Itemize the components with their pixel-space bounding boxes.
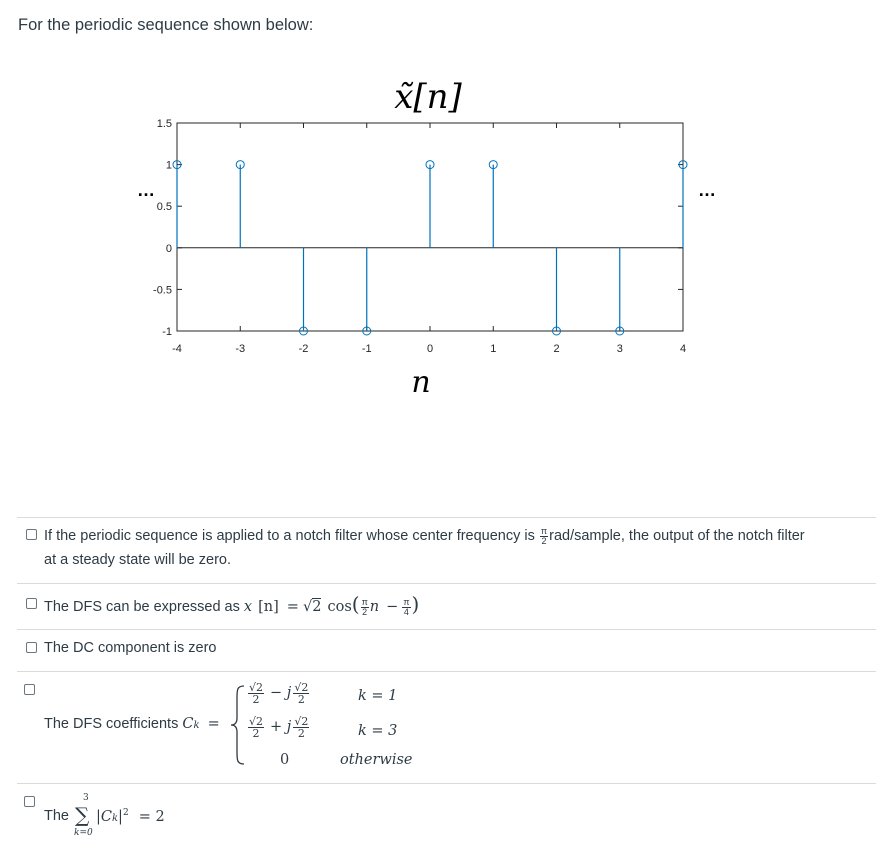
x-tick-label: -2 (298, 343, 309, 355)
x-tick-label: 1 (490, 343, 497, 355)
option-4-zero: 0 (280, 752, 290, 768)
option-2-checkbox[interactable] (26, 598, 37, 609)
divider (17, 583, 876, 584)
divider (17, 517, 876, 518)
y-tick-label: -0.5 (153, 284, 172, 297)
option-3-checkbox[interactable] (26, 642, 37, 653)
plot-xlabel: n (411, 365, 431, 400)
option-4-row-2: $\frac{√2}{2}$ + j $\frac{√2}{2}$ (249, 715, 309, 740)
option-1-text: If the periodic sequence is applied to a notch filter whose center frequency is $\frac{\pi}{2}$ rad/sample, the output of the notch filter at a steady state will be zero. (44, 525, 805, 568)
option-4-checkbox[interactable] (24, 684, 35, 695)
x-tick-label: -1 (361, 343, 372, 355)
x-tick-label: 4 (679, 343, 687, 355)
option-1-checkbox[interactable] (26, 529, 37, 540)
option-4-cond-1: k = 1 (358, 688, 398, 704)
option-5-expression: $|Ck|^2 = 2$ (96, 808, 165, 825)
y-tick-label: 0 (165, 242, 172, 255)
stem-plot (0, 0, 884, 400)
x-tick-label: 2 (553, 343, 560, 355)
x-tick-label: 3 (616, 343, 623, 355)
divider (17, 629, 876, 630)
y-tick-label: 0.5 (156, 201, 172, 214)
option-4-cond-2: k = 3 (358, 723, 398, 739)
ellipsis-left: … (137, 180, 155, 200)
option-5-sum-top: 3 (83, 793, 89, 803)
option-4-text: The DFS coefficients Ck = (44, 716, 220, 732)
intro-text: For the periodic sequence shown below: (18, 16, 314, 34)
x-tick-label: -4 (172, 343, 182, 355)
option-3-text: The DC component is zero (44, 640, 217, 656)
divider (17, 783, 876, 784)
option-2-text: The DFS can be expressed as x [n] = √2 cos( $\frac{\pi}{2}$ n − $\frac{\pi}{4}$ ) (44, 592, 420, 617)
x-tick-label: 0 (426, 343, 434, 355)
divider (17, 671, 876, 672)
y-tick-label: -1 (162, 326, 172, 338)
option-4-row-1: $\frac{√2}{2}$ − j $\frac{√2}{2}$ (249, 681, 309, 706)
y-tick-label: 1.5 (156, 118, 172, 130)
option-5-sum-bottom: k=0 (74, 828, 93, 838)
option-5-text: The (44, 808, 69, 824)
option-4-otherwise: otherwise (340, 752, 413, 768)
x-tick-label: -3 (235, 343, 246, 355)
option-1-fraction: $\frac{\pi}{2}$ (540, 525, 548, 546)
y-tick-label: 1 (165, 159, 172, 172)
plot-title: x̃[n] (394, 77, 462, 117)
option-4-brace (230, 684, 246, 766)
option-5-checkbox[interactable] (24, 796, 35, 807)
plot-ticks (153, 118, 686, 355)
option-5-sum-symbol: ∑ (75, 803, 90, 827)
ellipsis-right: … (698, 180, 716, 200)
